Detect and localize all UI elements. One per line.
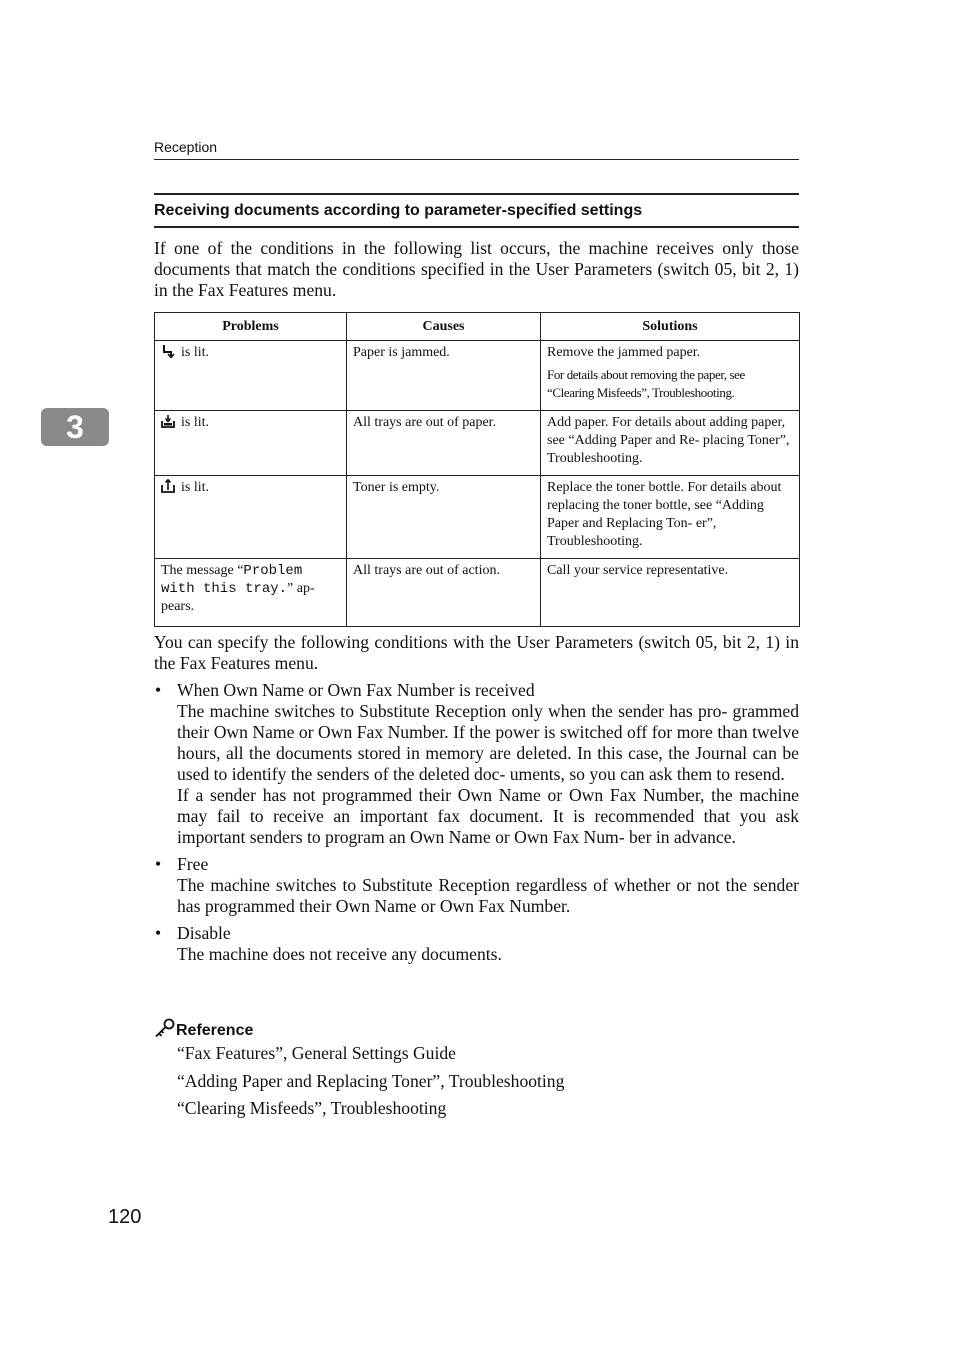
- table-row: [155, 341, 800, 411]
- column-header-problems: Problems: [155, 313, 347, 341]
- column-header-solutions: Solutions: [541, 313, 800, 341]
- option-description: The machine switches to Substitute Reception only when the sender has pro- grammed their Own Name or Own Fax Number. If the power is switched off for more than twelve hours, all the documents stored in memory are deleted. In this case, the Journal can be used to identify the senders of the deleted doc- uments, so you can ask them to resend.: [177, 701, 799, 784]
- problem-cell: [155, 559, 347, 627]
- chapter-tab: 3: [41, 408, 109, 446]
- problem-text-suffix: ” ap- pears.: [161, 581, 315, 614]
- table-row: [155, 476, 800, 559]
- add-toner-icon: [161, 479, 175, 493]
- option-title: When Own Name or Own Fax Number is received: [177, 680, 535, 700]
- solution-cell: Call your service representative.: [541, 559, 800, 627]
- intro-paragraph: If one of the conditions in the following list occurs, the machine receives only those documents that match the conditions specified in the User Parameters (switch 05, bit 2, 1) in the Fax Features menu.: [154, 238, 799, 300]
- list-item: [154, 854, 799, 917]
- running-header: Reception: [154, 139, 799, 160]
- table-row: [155, 559, 800, 627]
- options-intro-paragraph: You can specify the following conditions with the User Parameters (switch 05, bit 2, 1) in the Fax Features menu.: [154, 632, 799, 673]
- reference-heading: [154, 1018, 253, 1040]
- reference-label: Reference: [176, 1022, 254, 1039]
- table-header-row: [155, 313, 800, 341]
- solution-cell: Add paper. For details about adding paper, see “Adding Paper and Re- placing Toner”, Troubleshooting.: [541, 411, 800, 476]
- solution-cell: [541, 341, 800, 411]
- solution-note: For details about removing the paper, see “Clearing Misfeeds”, Troubleshooting.: [547, 367, 745, 400]
- page-number: 120: [108, 1206, 142, 1228]
- bullet: •: [155, 854, 162, 874]
- troubleshooting-table: [154, 312, 800, 627]
- problem-cell: [155, 476, 347, 559]
- reference-item: “Adding Paper and Replacing Toner”, Troubleshooting: [177, 1070, 565, 1091]
- option-description: If a sender has not programmed their Own Name or Own Fax Number, the machine may fail to receive an important fax document. It is recommended that you ask important senders to program an Own Name or Own Fax Num- ber in advance.: [177, 785, 799, 847]
- option-description: The machine switches to Substitute Reception regardless of whether or not the sender has programmed their Own Name or Own Fax Number.: [177, 875, 799, 916]
- cause-cell: Paper is jammed.: [347, 341, 541, 411]
- cause-cell: Toner is empty.: [347, 476, 541, 559]
- reference-item: “Clearing Misfeeds”, Troubleshooting: [177, 1098, 447, 1118]
- problem-text: is lit.: [181, 415, 210, 430]
- key-icon: [154, 1018, 176, 1038]
- reference-item: “Fax Features”, General Settings Guide: [177, 1043, 456, 1063]
- options-list: [154, 680, 799, 971]
- bullet: •: [155, 923, 162, 943]
- column-header-causes: Causes: [347, 313, 541, 341]
- option-title: Disable: [177, 923, 231, 943]
- table-row: [155, 411, 800, 476]
- misfeed-icon: [161, 344, 175, 358]
- list-item: [154, 680, 799, 848]
- cause-cell: All trays are out of action.: [347, 559, 541, 627]
- problem-text-prefix: The message “: [161, 563, 244, 578]
- solution-text: Remove the jammed paper.: [547, 345, 701, 360]
- option-description: The machine does not receive any documents.: [177, 944, 502, 964]
- add-paper-icon: [161, 414, 175, 428]
- cause-cell: All trays are out of paper.: [347, 411, 541, 476]
- option-title: Free: [177, 854, 209, 874]
- problem-cell: [155, 411, 347, 476]
- solution-cell: Replace the toner bottle. For details about replacing the toner bottle, see “Adding Paper and Replacing Ton- er”, Troubleshooting.: [541, 476, 800, 559]
- section-heading: Receiving documents according to parameter-specified settings: [154, 193, 799, 228]
- problem-cell: [155, 341, 347, 411]
- error-message-code: Problem with this tray.: [161, 563, 303, 597]
- list-item: [154, 923, 799, 965]
- problem-text: is lit.: [181, 480, 210, 495]
- reference-list: [177, 1043, 564, 1126]
- problem-text: is lit.: [181, 345, 210, 360]
- bullet: •: [155, 680, 162, 700]
